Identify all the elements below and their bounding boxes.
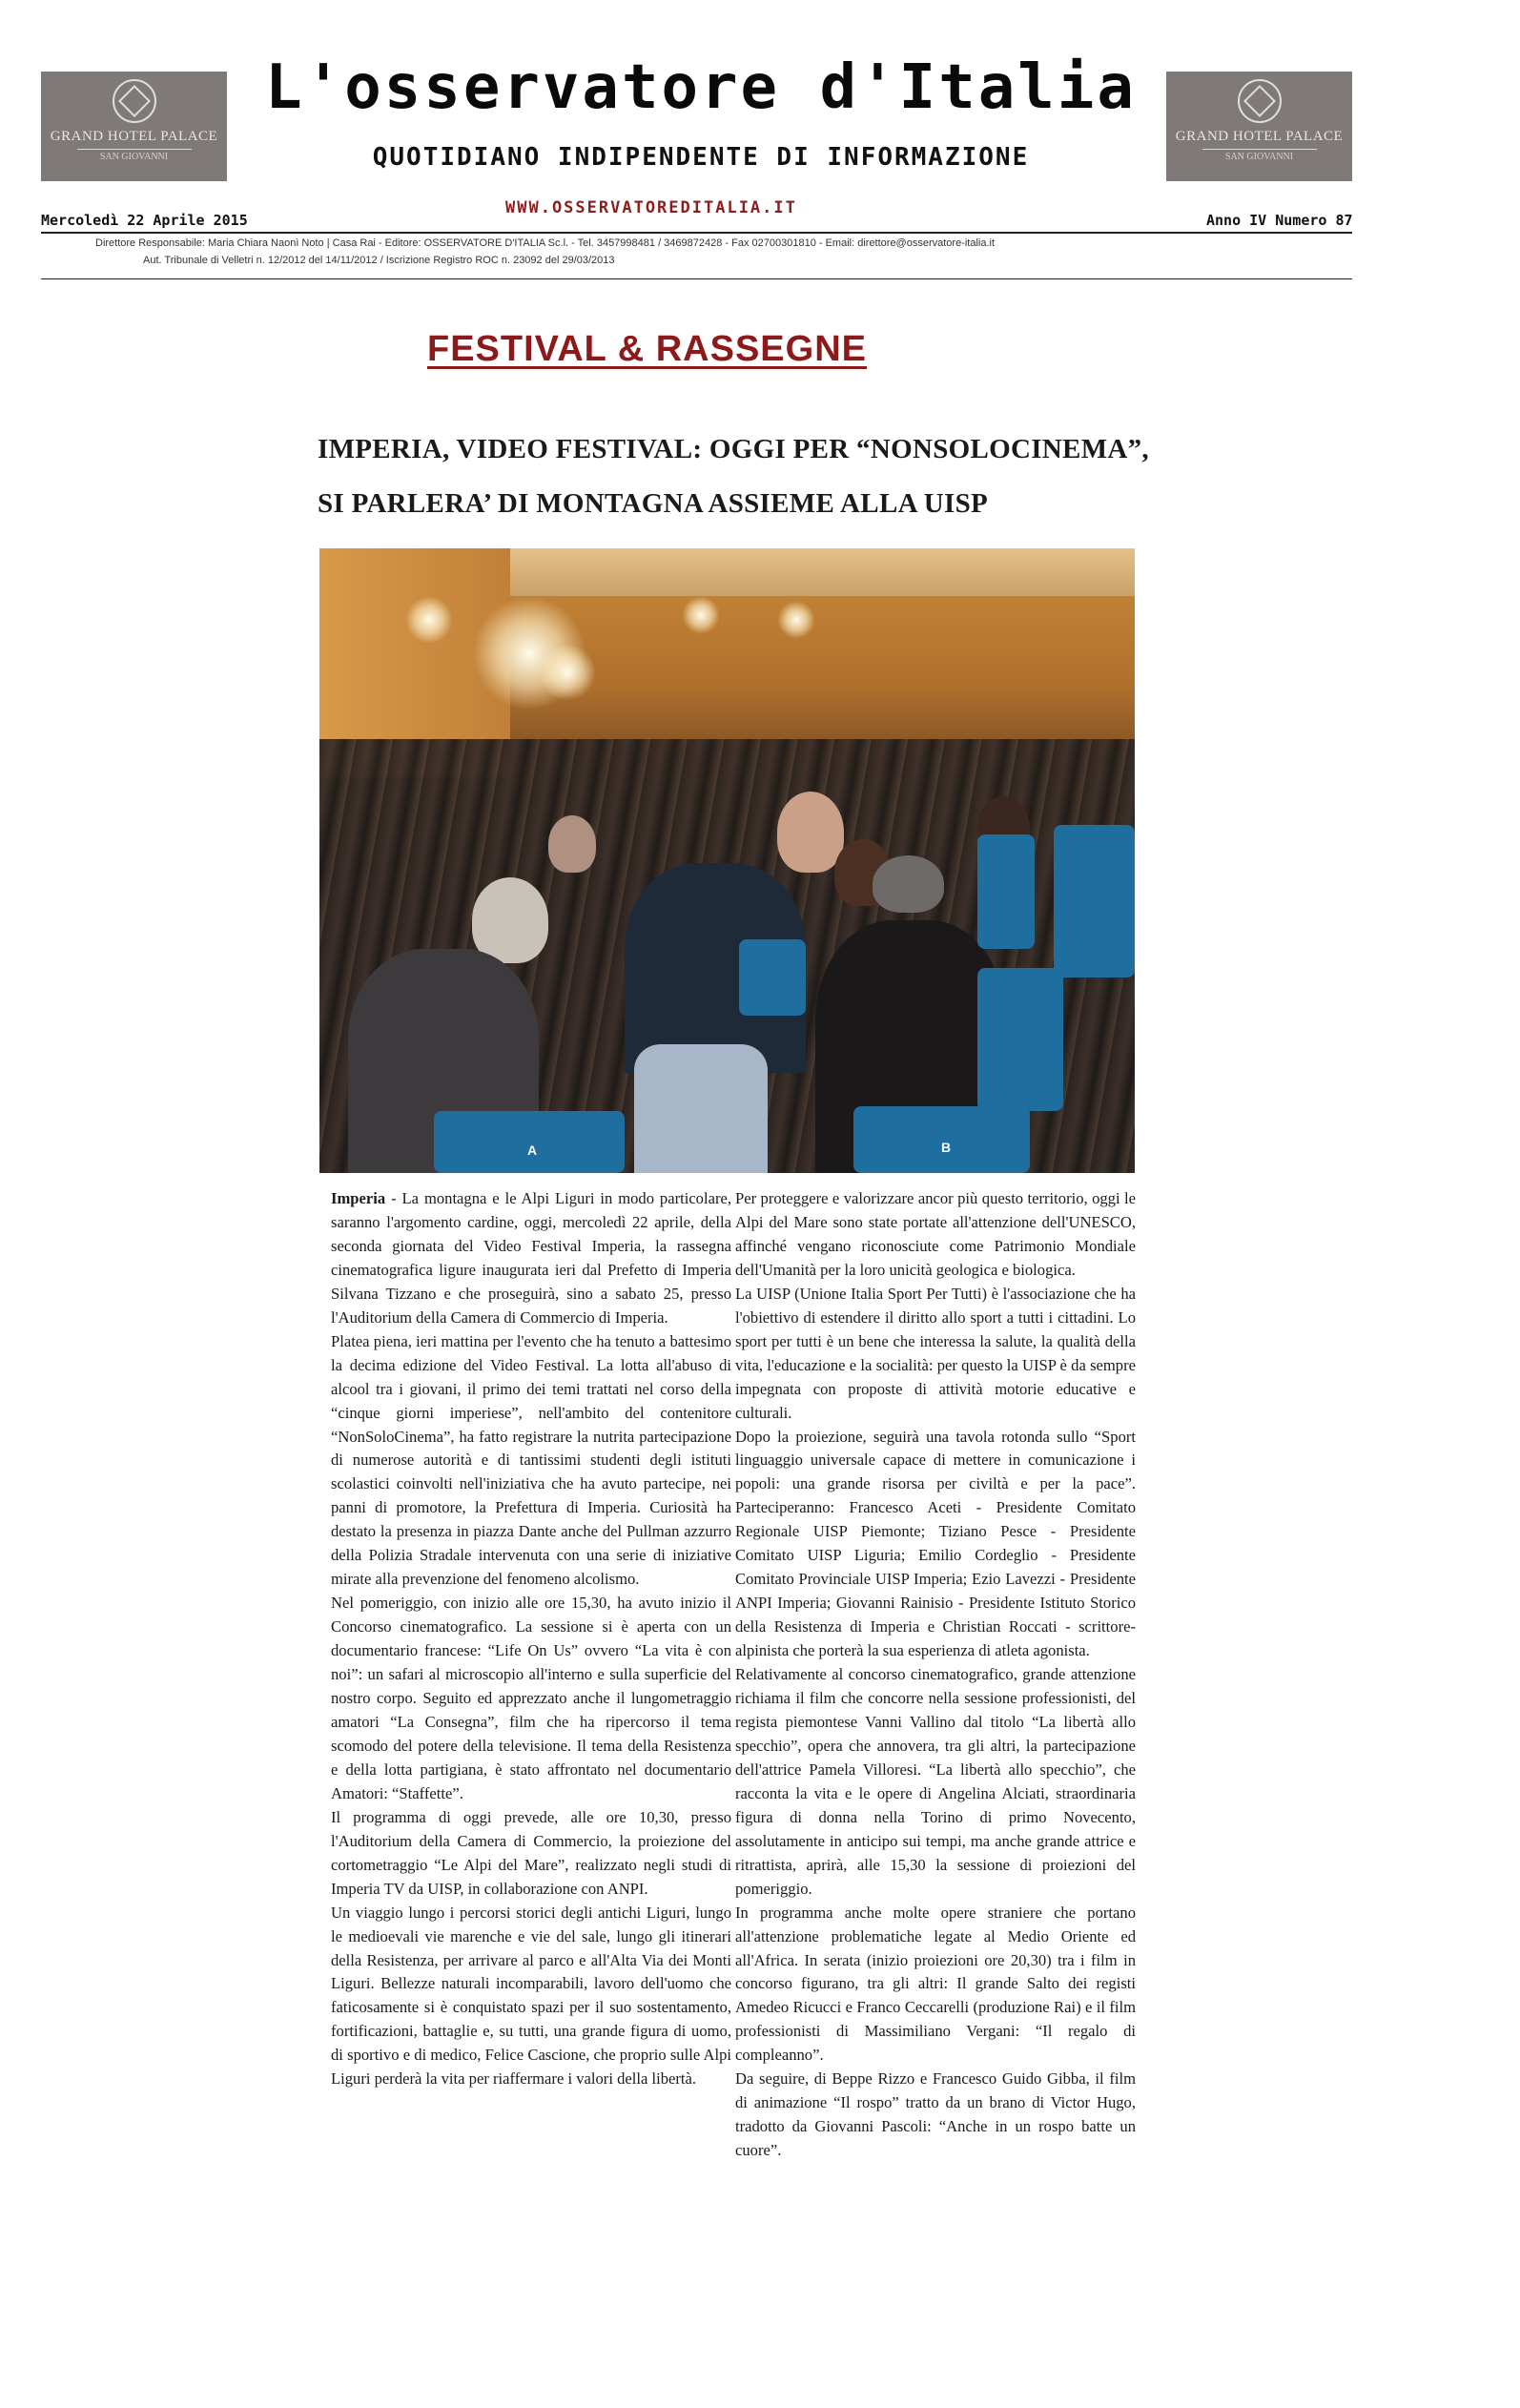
paragraph: Dopo la proiezione, seguirà una tavola rotonda sullo “Sport linguaggio universale capace di mettere in comunicazione i popoli: una grande risorsa per civiltà e per la pace”. Parteciperanno: Francesco Aceti - Presidente Comitato Regionale UISP Piemonte; Tiziano Pesce - Presidente Comitato UISP Liguria; Emilio Cordeglio - Presidente Comitato Provinciale UISP Imperia; Ezio Lavezzi - Presidente ANPI Imperia; Giovanni Rainisio - Presidente Istituto Storico della Resistenza di Imperia e Christian Roccati - scrittore-alpinista che porterà la sua esperienza di atleta agonista. bbox=[735, 1427, 1136, 1660]
paragraph: Nel pomeriggio, con inizio alle ore 15,30, ha avuto inizio il Concorso cinematografico. La sessione si è aperta con un documentario francese: “Life On Us” ovvero “La vita è con noi”: un safari al microscopio all'interno e sulla superficie del nostro corpo. Seguito ed apprezzato anche il lungometraggio amatori “La Consegna”, film che ha ripercorso il tema scomodo del potere della televisione. Il tema della Resistenza e della lotta partigiana, è stato affrontato nel documentario Amatori: “Staffette”. bbox=[331, 1594, 731, 1802]
crest-icon bbox=[113, 79, 156, 123]
newspaper-title: L'osservatore d'Italia bbox=[265, 52, 1137, 123]
paragraph: Per proteggere e valorizzare ancor più questo territorio, oggi le Alpi del Mare sono state portate all'attenzione dell'UNESCO, affinché vengano riconosciute come Patrimonio Mondiale dell'Umanità per la loro unicità geologica e biologica. bbox=[735, 1189, 1136, 1279]
paragraph: Imperia - La montagna e le Alpi Liguri in modo particolare, saranno l'argomento cardine, oggi, mercoledì 22 aprile, della seconda giornata del Video Festival Imperia, la rassegna cinematografica ligure inaugurata ieri dal Prefetto di Imperia Silvana Tizzano e che proseguirà, sino a sabato 25, presso l'Auditorium della Camera di Commercio di Imperia. bbox=[331, 1189, 731, 1327]
paragraph: Da seguire, di Beppe Rizzo e Francesco Guido Gibba, il film di animazione “Il rospo” tratto da un brano di Victor Hugo, tradotto da Giovanni Pascoli: “Anche in un rospo batte un cuore”. bbox=[735, 2069, 1136, 2160]
paragraph: In programma anche molte opere straniere che portano all'attenzione problematiche legate al Medio Oriente ed all'Africa. In serata (inizio proiezioni ore 20,30) tra i film in concorso figurano, tra gli altri: Il grande Salto dei registi Amedeo Ricucci e Franco Ceccarelli (produzione Rai) e il film professionisti di Massimiliano Vergani: “Il regalo di compleanno”. bbox=[735, 1903, 1136, 2065]
masthead-rule-bottom bbox=[41, 278, 1352, 279]
logo-right-name: GRAND HOTEL PALACE bbox=[1175, 129, 1344, 144]
website-link[interactable]: WWW.OSSERVATOREDITALIA.IT bbox=[505, 198, 797, 217]
paragraph: Relativamente al concorso cinematografico, grande attenzione richiama il film che concorre nella sessione professionisti, del regista piemontese Vanni Vallino dal titolo “La libertà allo specchio”, opera che annovera, tra gli altri, la partecipazione dell'attrice Pamela Villoresi. “La libertà allo specchio”, che racconta la vita e le opere di Angelina Alciati, straordinaria figura di donna nella Torino di primo Novecento, assolutamente in anticipo sui tempi, ma anche grande attrice e ritrattista, aprirà, alle 15,30 la sessione di proiezioni del pomeriggio. bbox=[735, 1665, 1136, 1898]
issue-date: Mercoledì 22 Aprile 2015 bbox=[41, 212, 248, 229]
article-headline-line1: IMPERIA, VIDEO FESTIVAL: OGGI PER “NONSOLOCINEMA”, bbox=[318, 434, 1149, 464]
seat-label-b: B bbox=[941, 1140, 952, 1155]
paragraph: Platea piena, ieri mattina per l'evento che ha tenuto a battesimo la decima edizione del Video Festival. La lotta all'abuso di alcool tra i giovani, il primo dei temi trattati nel corso della “cinque giorni imperiese”, nell'ambito del contenitore “NonSoloCinema”, ha fatto registrare la nutrita partecipazione di numerose autorità e di tantissimi studenti degli istituti scolastici coinvolti nell'iniziativa che ha avuto partecipe, nei panni di promotore, la Prefettura di Imperia. Curiosità ha destato la presenza in piazza Dante anche del Pullman azzurro della Polizia Stradale intervenuta con una serie di iniziative mirate alla prevenzione del fenomeno alcolismo. bbox=[331, 1331, 731, 1589]
paragraph: Il programma di oggi prevede, alle ore 10,30, presso l'Auditorium della Camera di Commercio, la proiezione del cortometraggio “Le Alpi del Mare”, realizzato negli studi di Imperia TV da UISP, in collaborazione con ANPI. bbox=[331, 1807, 731, 1898]
editorial-credits-line1: Direttore Responsabile: Maria Chiara Naonì Noto | Casa Rai - Editore: OSSERVATORE D'ITALIA Sc.l. - Tel. 3457998481 / 3469872428 - Fax 02700301810 - Email: direttore@osservatore-italia.it bbox=[95, 237, 996, 249]
article-column-1 bbox=[331, 1187, 731, 2091]
masthead-rule-top bbox=[41, 232, 1352, 234]
seat-label-a: A bbox=[527, 1142, 538, 1158]
paragraph: La UISP (Unione Italia Sport Per Tutti) è l'associazione che ha l'obiettivo di estendere il diritto allo sport a tutti i cittadini. Lo sport per tutti è un bene che interessa la salute, la qualità della vita, l'educazione e la socialità: per questo la UISP è da sempre impegnata con proposte di attività motorie educative e culturali. bbox=[735, 1284, 1136, 1422]
hotel-logo-right bbox=[1166, 72, 1352, 181]
crest-icon bbox=[1238, 79, 1282, 123]
hotel-logo-left bbox=[41, 72, 227, 181]
section-heading: FESTIVAL & RASSEGNE bbox=[427, 329, 867, 369]
issue-number: Anno IV Numero 87 bbox=[1206, 212, 1353, 229]
lead-dateline: Imperia bbox=[331, 1189, 386, 1207]
logo-left-sub: SAN GIOVANNI bbox=[99, 152, 169, 162]
article-photo-auditorium bbox=[319, 548, 1135, 1173]
article-headline-line2: SI PARLERA’ DI MONTAGNA ASSIEME ALLA UISP bbox=[318, 488, 989, 519]
newspaper-tagline: QUOTIDIANO INDIPENDENTE DI INFORMAZIONE bbox=[372, 143, 1030, 172]
paragraph: Un viaggio lungo i percorsi storici degli antichi Liguri, lungo le medioevali vie marenche e vie del sale, lungo gli itinerari della Resistenza, per arrivare al parco e all'Alta Via dei Monti Liguri. Bellezze naturali incomparabili, lavoro dell'uomo che faticosamente si è conquistato spazi per il suo sostentamento, fortificazioni, battaglie e, su tutti, una grande figura di uomo, di sportivo e di medico, Felice Cascione, che proprio sulle Alpi Liguri perderà la vita per riaffermare i valori della libertà. bbox=[331, 1903, 731, 2089]
logo-right-sub: SAN GIOVANNI bbox=[1224, 152, 1294, 162]
article-column-2 bbox=[735, 1187, 1136, 2163]
logo-left-name: GRAND HOTEL PALACE bbox=[50, 129, 218, 144]
editorial-credits-line2: Aut. Tribunale di Velletri n. 12/2012 del 14/11/2012 / Iscrizione Registro ROC n. 23092 del 29/03/2013 bbox=[143, 255, 615, 266]
